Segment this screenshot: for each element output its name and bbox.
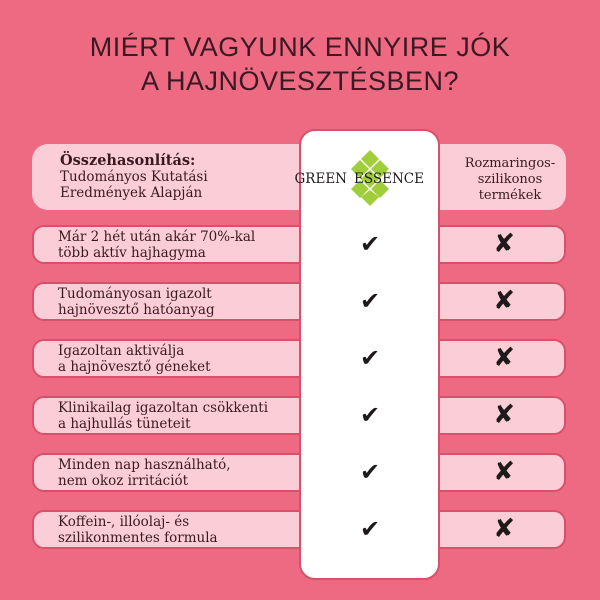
feature-text: Klinikailag igazoltan csökkenti a hajhullás tüneteit <box>58 400 269 432</box>
check-icon: ✔ <box>359 287 381 315</box>
competitor-column-header <box>450 156 570 204</box>
brand-name-part-1: GREEN <box>294 171 347 187</box>
competitor-line-2: szilikonos <box>477 172 543 187</box>
feature-text: Igazoltan aktiválja a hajnövesztő géneket <box>58 343 211 375</box>
cross-icon: ✘ <box>493 457 515 487</box>
check-icon: ✔ <box>359 401 381 429</box>
check-icon: ✔ <box>359 458 381 486</box>
cross-icon: ✘ <box>493 286 515 316</box>
brand-logo-graphic <box>294 150 438 206</box>
title-line-2: A HAJNÖVESZTÉSBEN? <box>140 66 460 96</box>
competitor-line-1: Rozmaringos- <box>464 156 556 171</box>
competitor-line-3: termékek <box>478 188 542 203</box>
comparison-subheading-1: Tudományos Kutatási <box>60 169 208 185</box>
comparison-subheading-2: Eredmények Alapján <box>60 185 203 201</box>
title-line-1: MIÉRT VAGYUNK ENNYIRE JÓK <box>89 32 511 62</box>
comparison-heading: Összehasonlítás: <box>60 152 196 169</box>
feature-text: Koffein-, illóolaj- és szilikonmentes formula <box>58 514 218 546</box>
comparison-header-label <box>60 153 290 201</box>
feature-text: Tudományosan igazolt hajnövesztő hatóanyag <box>58 286 215 318</box>
brand-logo <box>294 150 438 206</box>
page-title <box>0 30 600 98</box>
cross-icon: ✘ <box>493 229 515 259</box>
cross-icon: ✘ <box>493 400 515 430</box>
check-icon: ✔ <box>359 230 381 258</box>
cross-icon: ✘ <box>493 514 515 544</box>
check-icon: ✔ <box>359 515 381 543</box>
brand-name-part-2: ESSENCE <box>354 171 424 187</box>
check-icon: ✔ <box>359 344 381 372</box>
feature-text: Már 2 hét után akár 70%-kal több aktív hajhagyma <box>58 229 256 261</box>
cross-icon: ✘ <box>493 343 515 373</box>
feature-text: Minden nap használható, nem okoz irritációt <box>58 457 231 489</box>
